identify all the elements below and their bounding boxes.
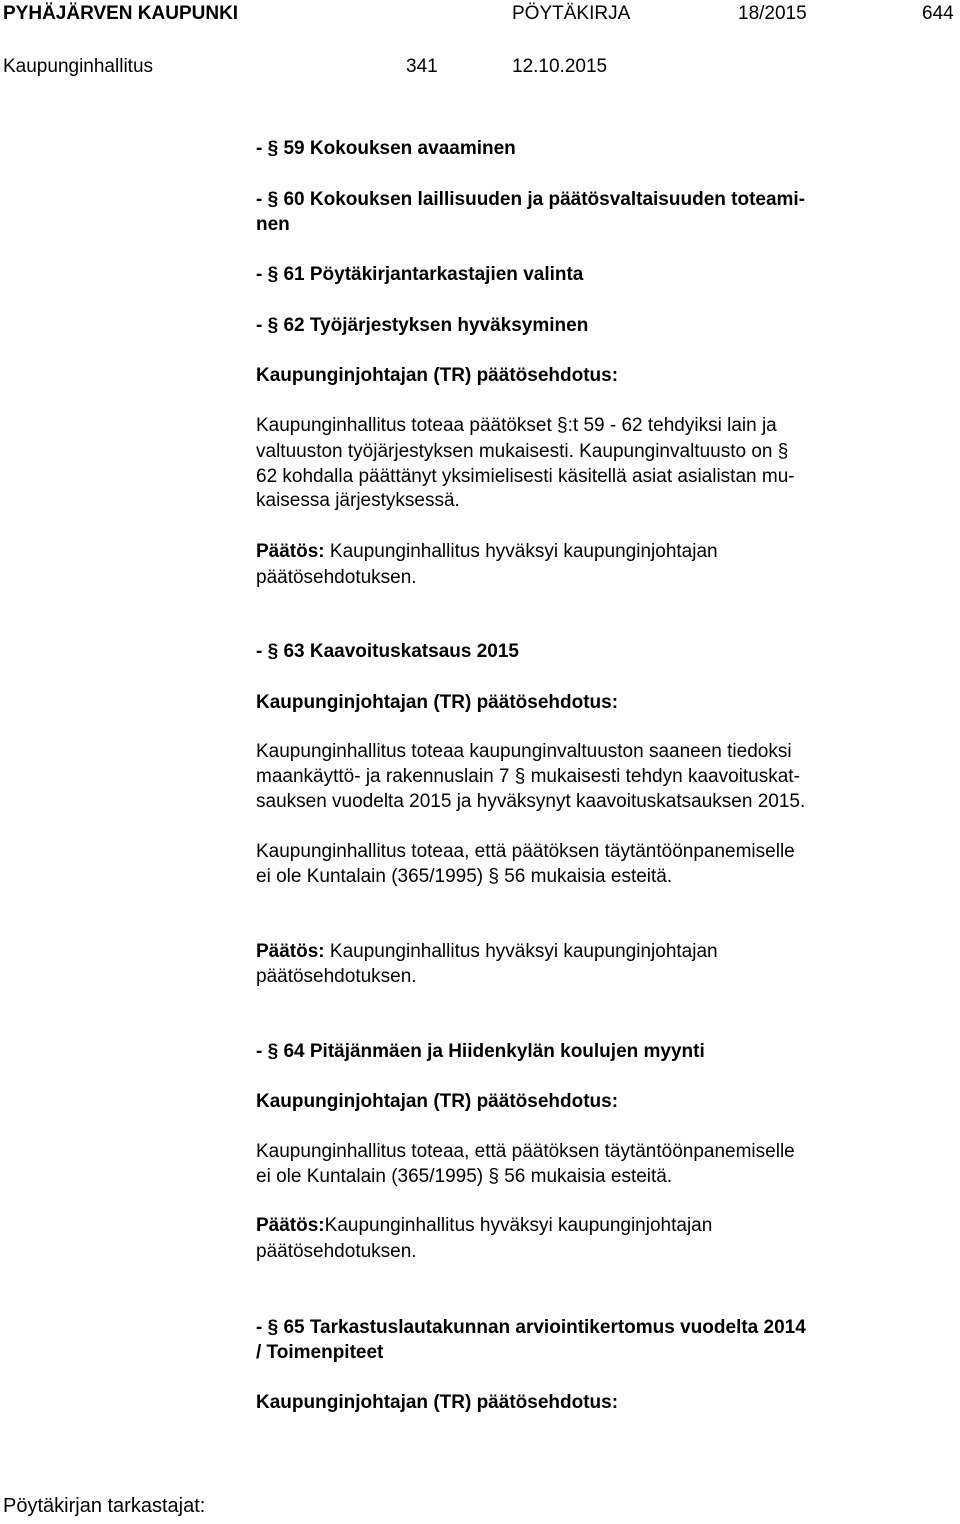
proposal-heading: Kaupunginjohtajan (TR) päätösehdotus: — [256, 1392, 619, 1413]
paragraph-line: ei ole Kuntalain (365/1995) § 56 mukaisia esteitä. — [256, 1166, 673, 1187]
paragraph-line: sauksen vuodelta 2015 ja hyväksynyt kaavoituskatsauksen 2015. — [256, 791, 806, 812]
item-60-line2: nen — [256, 214, 290, 235]
decision-label: Päätös: — [256, 1215, 325, 1236]
page-number: 644 — [922, 3, 954, 24]
paragraph-line: maankäyttö- ja rakennuslain 7 § mukaisesti tehdyn kaavoituskat- — [256, 766, 800, 787]
city-name: PYHÄJÄRVEN KAUPUNKI — [3, 3, 239, 24]
decision-text: Kaupunginhallitus hyväksyi kaupunginjohtajan — [324, 1215, 713, 1236]
paragraph-line: ei ole Kuntalain (365/1995) § 56 mukaisia esteitä. — [256, 866, 673, 887]
decision-label: Päätös: — [256, 941, 325, 962]
paragraph-line: Kaupunginhallitus toteaa, että päätöksen täytäntöönpanemiselle — [256, 841, 795, 862]
paragraph-line: Kaupunginhallitus toteaa kaupunginvaltuuston saaneen tiedoksi — [256, 741, 792, 762]
paragraph-line: kaisessa järjestyksessä. — [256, 490, 460, 511]
proposal-heading: Kaupunginjohtajan (TR) päätösehdotus: — [256, 692, 619, 713]
decision-text: Kaupunginhallitus hyväksyi kaupunginjohtajan — [324, 541, 718, 562]
proposal-heading: Kaupunginjohtajan (TR) päätösehdotus: — [256, 1091, 619, 1112]
decision-line — [256, 942, 718, 961]
item-63: - § 63 Kaavoituskatsaus 2015 — [256, 641, 519, 662]
meeting-date: 12.10.2015 — [512, 56, 608, 77]
item-59: - § 59 Kokouksen avaaminen — [256, 138, 516, 159]
item-65-line1: - § 65 Tarkastuslautakunnan arviointikertomus vuodelta 2014 — [256, 1317, 806, 1338]
decision-line: päätösehdotuksen. — [256, 1241, 417, 1262]
item-61: - § 61 Pöytäkirjantarkastajien valinta — [256, 264, 584, 285]
item-60-line1: - § 60 Kokouksen laillisuuden ja päätösvaltaisuuden toteami- — [256, 189, 806, 210]
paragraph-line: valtuuston työjärjestyksen mukaisesti. Kaupunginvaltuusto on § — [256, 441, 789, 462]
decision-label: Päätös: — [256, 541, 325, 562]
footer-examiners-label: Pöytäkirjan tarkastajat: — [3, 1495, 206, 1517]
section-number: 341 — [406, 56, 438, 77]
decision-text: Kaupunginhallitus hyväksyi kaupunginjohtajan — [324, 941, 718, 962]
body-name: Kaupunginhallitus — [3, 56, 154, 77]
document-type: PÖYTÄKIRJA — [512, 3, 631, 24]
paragraph-line: Kaupunginhallitus toteaa päätökset §:t 59 - 62 tehdyiksi lain ja — [256, 415, 777, 436]
decision-line — [256, 1216, 712, 1235]
item-64: - § 64 Pitäjänmäen ja Hiidenkylän koulujen myynti — [256, 1041, 705, 1062]
decision-line: päätösehdotuksen. — [256, 966, 417, 987]
decision-line: päätösehdotuksen. — [256, 567, 417, 588]
document-number: 18/2015 — [738, 3, 807, 24]
decision-line — [256, 542, 718, 561]
proposal-heading: Kaupunginjohtajan (TR) päätösehdotus: — [256, 365, 619, 386]
paragraph-line: Kaupunginhallitus toteaa, että päätöksen täytäntöönpanemiselle — [256, 1141, 795, 1162]
item-65-line2: / Toimenpiteet — [256, 1342, 384, 1363]
paragraph-line: 62 kohdalla päättänyt yksimielisesti käsitellä asiat asialistan mu- — [256, 466, 795, 487]
item-62: - § 62 Työjärjestyksen hyväksyminen — [256, 315, 589, 336]
